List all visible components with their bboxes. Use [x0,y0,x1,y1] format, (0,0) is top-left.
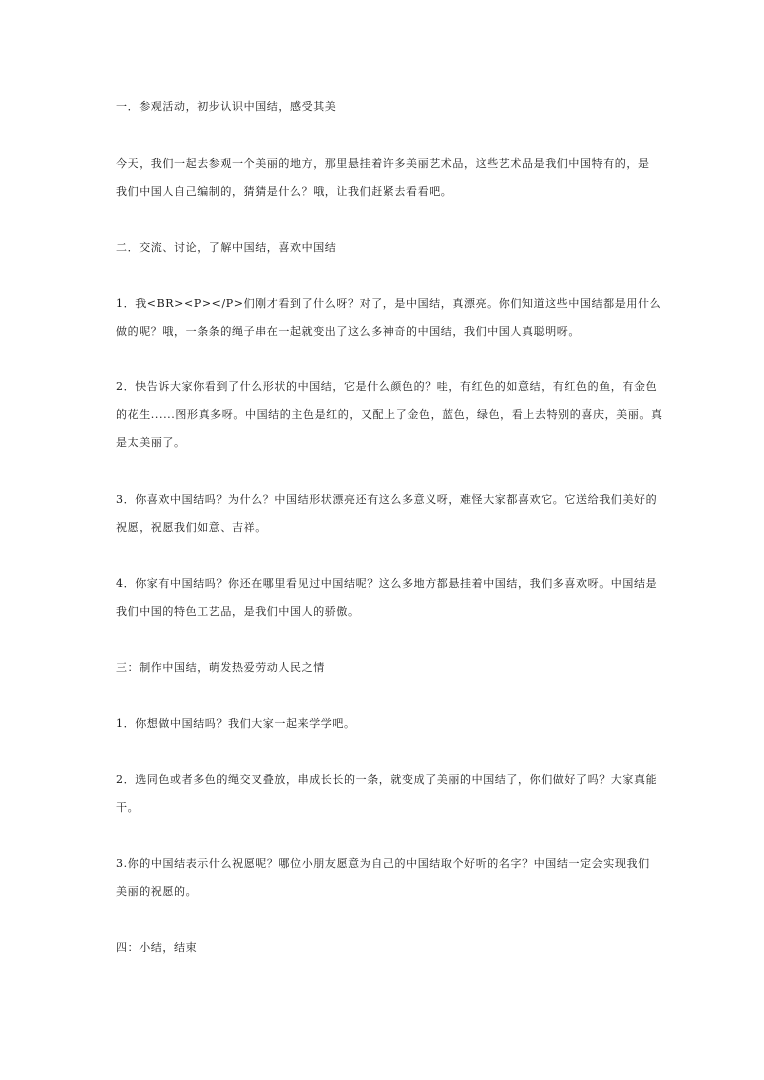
paragraph-line: 2．快告诉大家你看到了什么形状的中国结，它是什么颜色的？哇，有红色的如意结，有红色的鱼，有金色 [116,380,658,393]
paragraph-line: 美丽的祝愿的。 [116,885,198,898]
heading-section-4: 四：小结，结束 [116,941,198,954]
paragraph-line: 是太美丽了。 [116,436,186,449]
paragraph-line: 今天，我们一起去参观一个美丽的地方，那里悬挂着许多美丽艺术品，这些艺术品是我们中国特有的，是 [116,157,650,170]
paragraph-line: 我们中国人自己编制的，猜猜是什么？哦，让我们赶紧去看看吧。 [116,185,453,198]
paragraph-line: 2．选同色或者多色的绳交叉叠放，串成长长的一条，就变成了美丽的中国结了，你们做好了吗？大家真能 [116,773,658,786]
paragraph-line: 我们中国的特色工艺品，是我们中国人的骄傲。 [116,605,360,618]
paragraph-line: 3.你的中国结表示什么祝愿呢？哪位小朋友愿意为自己的中国结取个好听的名字？中国结一定会实现我们 [116,857,650,870]
paragraph-line: 3．你喜欢中国结吗？为什么？中国结形状漂亮还有这么多意义呀，难怪大家都喜欢它。它送给我们美好的 [116,493,658,506]
paragraph-line: 1．我<BR><P></P>们刚才看到了什么呀？对了，是中国结，真漂亮。你们知道这些中国结都是用什么 [116,297,662,310]
heading-section-1: 一．参观活动，初步认识中国结，感受其美 [116,100,337,113]
paragraph-line: 4．你家有中国结吗？你还在哪里看见过中国结呢？这么多地方都悬挂着中国结，我们多喜欢呀。中国结是 [116,577,658,590]
paragraph-line: 的花生......图形真多呀。中国结的主色是红的，又配上了金色，蓝色，绿色，看上去特别的喜庆，美丽。真 [116,408,663,421]
paragraph-line: 做的呢？哦，一条条的绳子串在一起就变出了这么多神奇的中国结，我们中国人真聪明呀。 [116,325,580,338]
paragraph-line: 干。 [116,801,140,814]
paragraph-line: 祝愿，祝愿我们如意、吉祥。 [116,521,267,534]
heading-section-2: 二．交流、讨论，了解中国结，喜欢中国结 [116,241,337,254]
paragraph-line: 1．你想做中国结吗？我们大家一起来学学吧。 [116,717,356,730]
heading-section-3: 三：制作中国结，萌发热爱劳动人民之情 [116,661,325,674]
